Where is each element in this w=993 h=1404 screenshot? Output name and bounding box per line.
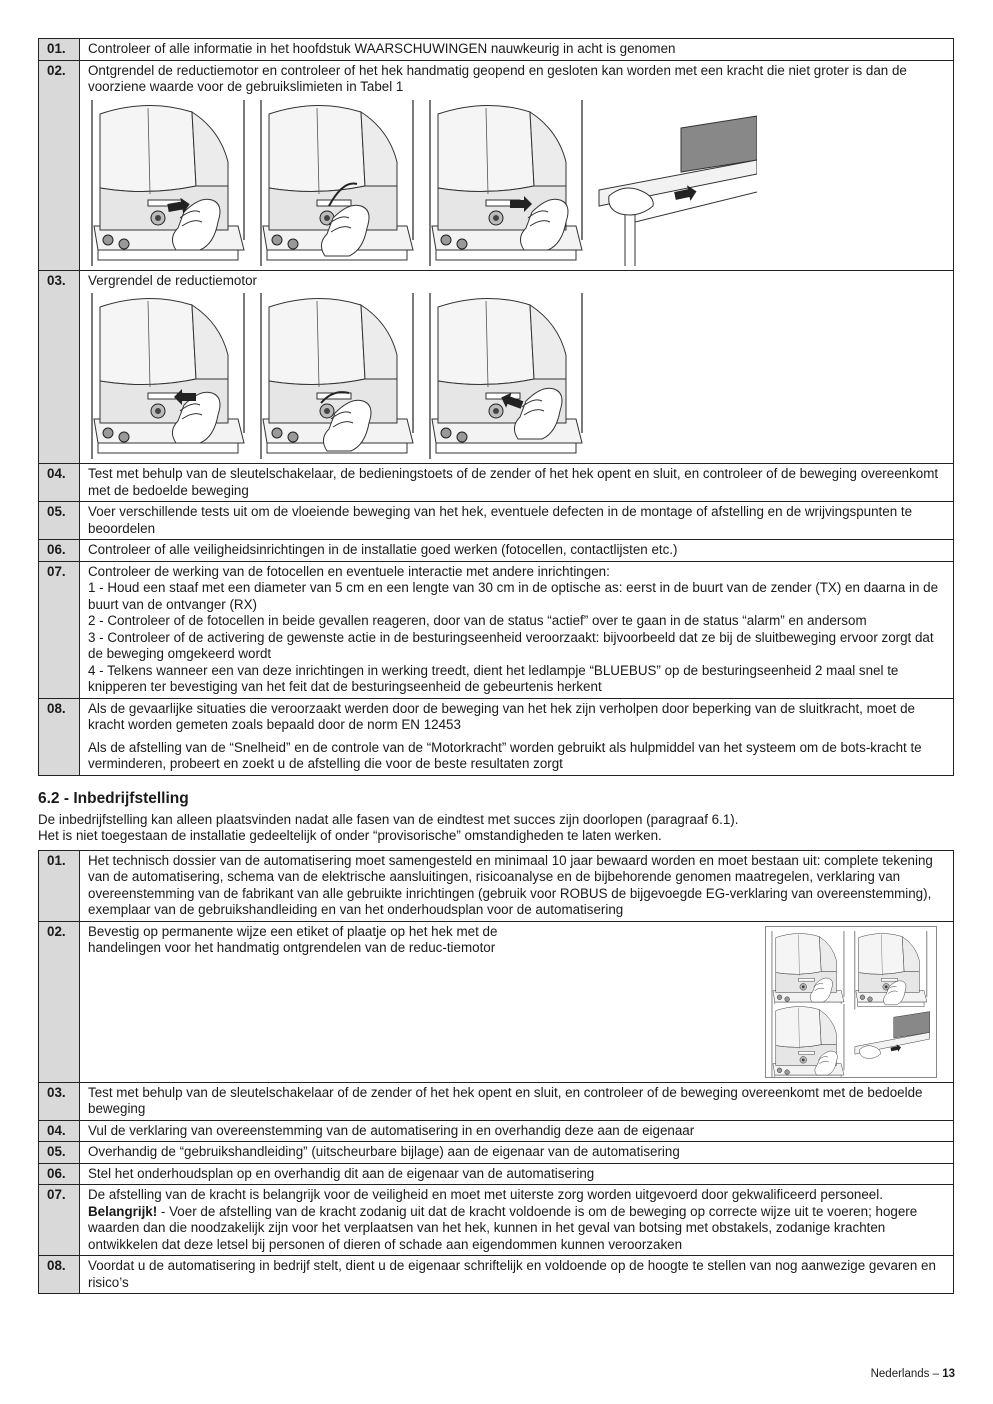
- eindtest-table: [38, 38, 954, 776]
- step-number: 05.: [39, 502, 80, 540]
- table-row: [39, 1120, 954, 1142]
- step-text: Ontgrendel de reductiemotor en controleer of het hek handmatig geopend en gesloten kan worden met een kracht die niet groter is dan de voorziene waarde voor de gebruikslimieten in Tabel 1: [88, 62, 907, 94]
- step-text: Als de gevaarlijke situaties die veroorzaakt werden door de beweging van het hek zijn verholpen door beperking van de sluitkracht, moet de kracht worden gemeten zoals bepaald door de norm EN 12453: [88, 700, 915, 732]
- footer-language: Nederlands –: [870, 1368, 943, 1380]
- page-number: 13: [942, 1368, 955, 1380]
- step-number: 02.: [39, 921, 80, 1082]
- step-number: 01.: [39, 850, 80, 921]
- step-number: 08.: [39, 1256, 80, 1294]
- step-number: 07.: [39, 561, 80, 698]
- intro-line: De inbedrijfstelling kan alleen plaatsvinden nadat alle fasen van de eindtest met succes zijn doorlopen (paragraaf 6.1).: [38, 811, 739, 827]
- step-text: Vul de verklaring van overeenstemming van de automatisering in en overhandig deze aan de eigenaar: [80, 1120, 954, 1142]
- figure-gate-push: [595, 100, 757, 266]
- table-row: [39, 1256, 954, 1294]
- table-row: [39, 60, 954, 270]
- step-number: 03.: [39, 270, 80, 464]
- table-row: [39, 850, 954, 921]
- step-number: 07.: [39, 1185, 80, 1256]
- step-note: Als de afstelling van de “Snelheid” en de controle van de “Motorkracht” worden gebruikt als hulpmiddel van het systeem om de bots-kracht te verminderen, probeert en zoekt u de afstelling die voor de beste resultaten zorgt: [88, 739, 922, 771]
- table-row: [39, 540, 954, 562]
- intro-line: Het is niet toegestaan de installatie gedeeltelijk of onder “provisorische” omstandigheden te laten werken.: [38, 827, 662, 843]
- figure-lock-2: [257, 293, 419, 459]
- step-number: 04.: [39, 1120, 80, 1142]
- step-text: Vergrendel de reductiemotor: [88, 272, 257, 288]
- table-row: [39, 561, 954, 698]
- step-text: Test met behulp van de sleutelschakelaar of de zender of het hek opent en sluit, en controleer of de beweging overeenkomt met de bedoelde beweging: [80, 1082, 954, 1120]
- step-number: 06.: [39, 1163, 80, 1185]
- table-row: [39, 464, 954, 502]
- section-title: 6.2 - Inbedrijfstelling: [38, 789, 189, 807]
- step-text: Controleer of alle informatie in het hoofdstuk WAARSCHUWINGEN nauwkeurig in acht is genomen: [80, 39, 954, 61]
- table-row: [39, 698, 954, 775]
- step-text: Test met behulp van de sleutelschakelaar, de bedieningstoets of de zender of het hek opent en sluit, en controleer of de beweging overeenkomt met de bedoelde beweging: [80, 464, 954, 502]
- step-number: 06.: [39, 540, 80, 562]
- figure-lock-3: [426, 293, 588, 459]
- release-figures: [88, 100, 947, 266]
- table-row: [39, 921, 954, 1082]
- section-intro: [38, 812, 954, 844]
- substep-text: 4 - Telkens wanneer een van deze inrichtingen in werking treedt, dient het ledlampje “BLUEBUS” op de besturingseenheid 2 maal snel te knipperen ter bevestiging van het feit dat de besturingseenheid de gebeurtenis herkent: [88, 662, 899, 694]
- substep-text: 2 - Controleer of de fotocellen in beide gevallen reageren, door van de status “actief” over te gaan in de status “alarm” en andersom: [88, 613, 867, 628]
- step-number: 04.: [39, 464, 80, 502]
- step-number: 05.: [39, 1142, 80, 1164]
- substep-text: 1 - Houd een staaf met een diameter van 5 cm en een lengte van 30 cm in de optische as: eerst in de buurt van de zender (TX) en daarna in de buurt van de ontvanger (RX): [88, 580, 939, 612]
- lock-figures: [88, 293, 947, 459]
- table-row: [39, 270, 954, 464]
- page-footer: [871, 1368, 955, 1380]
- step-text: Voer verschillende tests uit om de vloeiende beweging van het hek, eventuele defecten in de montage of afstelling en de wrijvingspunten te beoordelen: [80, 502, 954, 540]
- warning-text: - Voer de afstelling van de kracht zodanig uit dat de kracht voldoende is om de beweging op correcte wijze uit te voeren; hogere waarden dan die noodzakelijk zijn voor het verplaatsen van het hek, kunnen in het geval van botsing met obstakels, zodanige krachten ontwikkelen dat deze letsel bij personen of dieren of schade aan eigendommen kunnen veroorzaken: [88, 1203, 918, 1252]
- figure-unlock-1: [88, 100, 250, 266]
- figure-lock-1: [88, 293, 250, 459]
- step-text: De afstelling van de kracht is belangrijk voor de veiligheid en moet met uiterste zorg worden uitgevoerd door gekwalificeerd personeel.: [88, 1187, 883, 1202]
- table-row: [39, 1185, 954, 1256]
- substep-text: 3 - Controleer of de activering de gewenste actie in de besturingseenheid veroorzaakt: bijvoorbeeld dat ze bij de sluitbeweging ervoor zorgt dat de beweging omgekeerd wordt: [88, 629, 934, 661]
- step-number: 01.: [39, 39, 80, 61]
- step-text: Overhandig de “gebruikshandleiding” (uitscheurbare bijlage) aan de eigenaar van de automatisering: [80, 1142, 954, 1164]
- step-text: Bevestig op permanente wijze een etiket of plaatje op het hek met de handelingen voor het handmatig ontgrendelen van de reduc-tiemotor: [88, 923, 498, 955]
- step-text: Stel het onderhoudsplan op en overhandig dit aan de eigenaar van de automatisering: [80, 1163, 954, 1185]
- figure-unlock-2: [257, 100, 419, 266]
- table-row: [39, 39, 954, 61]
- warning-label: Belangrijk!: [88, 1203, 158, 1219]
- step-text: Voordat u de automatisering in bedrijf stelt, dient u de eigenaar schriftelijk en voldoende op de hoogte te stellen van nog aanwezige gevaren en risico’s: [80, 1256, 954, 1294]
- table-row: [39, 1163, 954, 1185]
- step-text: Controleer de werking van de fotocellen en eventuele interactie met andere inrichtingen:: [88, 563, 610, 579]
- step-number: 08.: [39, 698, 80, 775]
- table-row: [39, 1082, 954, 1120]
- step-text: Controleer of alle veiligheidsinrichtingen in de installatie goed werken (fotocellen, contactlijsten etc.): [80, 540, 954, 562]
- table-row: [39, 502, 954, 540]
- inbedrijfstelling-table: [38, 850, 954, 1295]
- step-number: 02.: [39, 60, 80, 270]
- step-number: 03.: [39, 1082, 80, 1120]
- label-figure: [765, 926, 937, 1078]
- table-row: [39, 1142, 954, 1164]
- figure-unlock-3: [426, 100, 588, 266]
- step-text: Het technisch dossier van de automatisering moet samengesteld en minimaal 10 jaar bewaard worden en moet bestaan uit: complete tekening van de automatisering, schema van de elektrische aansluitingen, risicoanalyse en de bijbehorende genomen maatregelen, verklaring van overeenstemming van de fabrikant van alle gebruikte inrichtingen (gebruik voor ROBUS de bijgevoegde EG-verklaring van overeenstemming), exemplaar van de gebruikshandleiding en van het onderhoudsplan voor de automatisering: [80, 850, 954, 921]
